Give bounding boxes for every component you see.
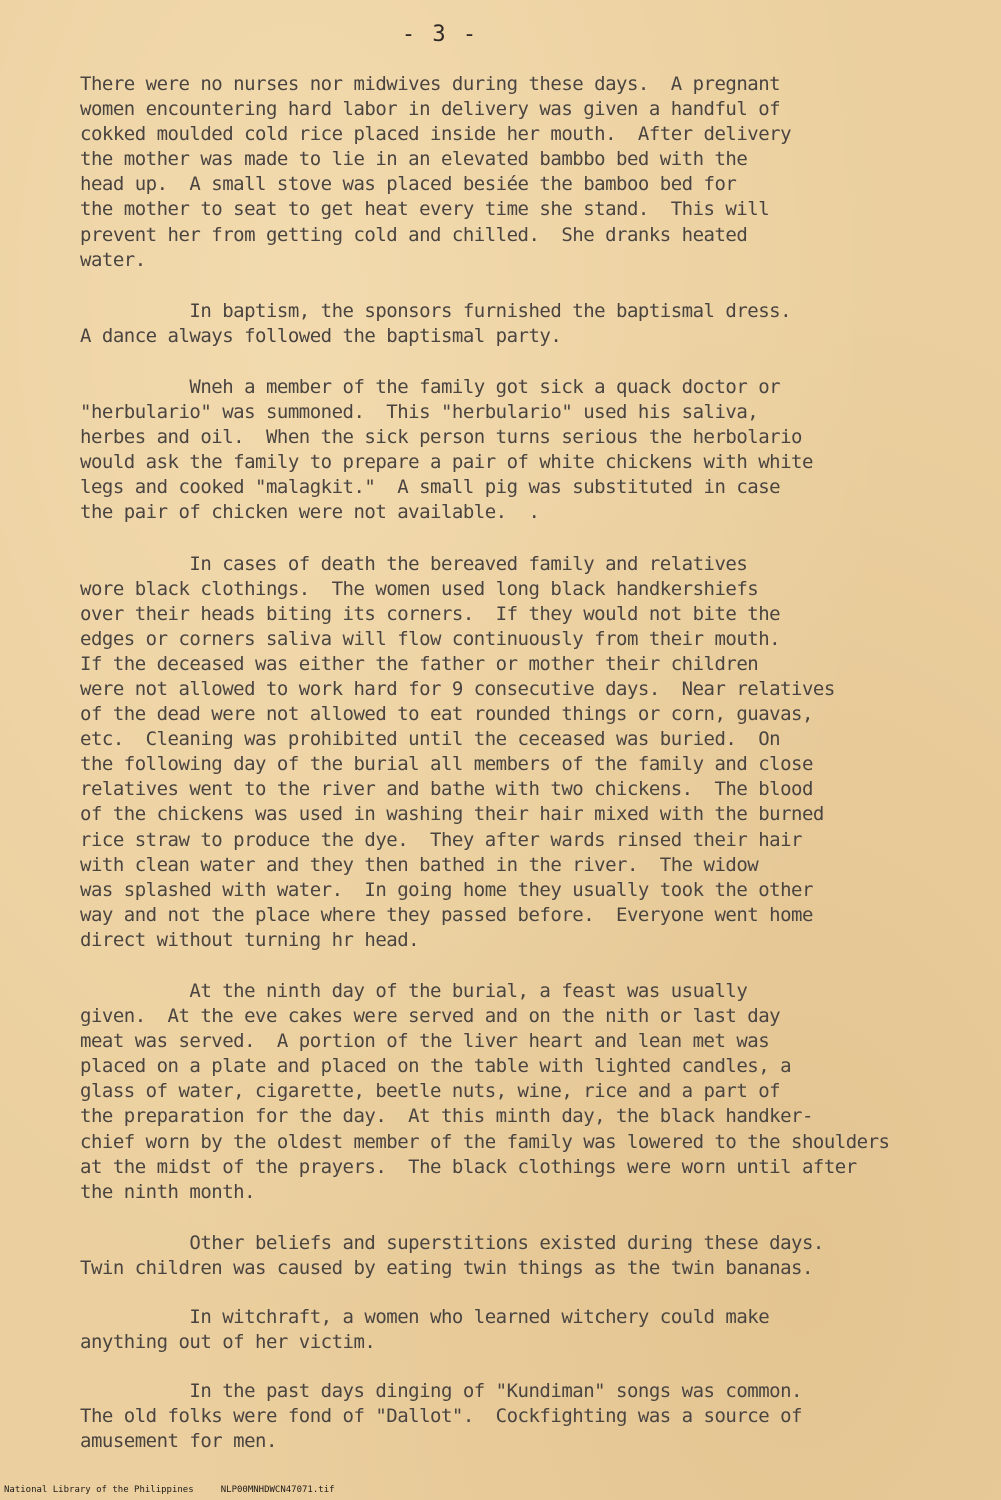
- archive-footer: National Library of the Philippines NLP00MNHDWCN47071.tif: [4, 1485, 335, 1495]
- paragraph-ninth-day: At the ninth day of the burial, a feast was usually given. At the eve cakes were served and on the nith or last day meat was served. A portion of the liver heart and lean met was placed on a plate and placed on the table with lighted candles, a glass of water, cigarette, beetle nuts, wine, rice and a part of the preparation for the day. At this minth day, the black handker- chief worn by the oldest member of the family was lowered to the shoulders at the midst of the prayers. The black clothings were worn until after the ninth month.: [80, 980, 890, 1203]
- paragraph-childbirth: There were no nurses nor midwives during these days. A pregnant women encountering hard labor in delivery was given a handful of cokked moulded cold rice placed inside her mouth. After delivery the mother was made to lie in an elevated bambbo bed with the head up. A small stove was placed besiée the bamboo bed for the mother to seat to get heat every time she stand. This will prevent her from getting cold and chilled. She dranks heated water.: [80, 73, 792, 271]
- paragraph-amusements: In the past days dinging of "Kundiman" songs was common. The old folks were fond of "Dallot". Cockfighting was a source of amusement for men.: [80, 1380, 802, 1453]
- paragraph-sickness: Wneh a member of the family got sick a quack doctor or "herbulario" was summoned. This "herbulario" used his saliva, herbes and oil. When the sick person turns serious the herbolario would ask the family to prepare a pair of white chickens with white legs and cooked "malagkit." A small pig was substituted in case the pair of chicken were not available. .: [80, 375, 813, 524]
- paragraph-witchcraft: In witchraft, a women who learned witchery could make anything out of her victim.: [80, 1306, 770, 1354]
- paragraph-death: In cases of death the bereaved family and relatives wore black clothings. The women used long black handkershiefs over their heads biting its corners. If they would not bite the edges or corners saliva will flow continuously from their mouth. If the deceased was either the father or mother their children were not allowed to work hard for 9 consecutive days. Near relatives of the dead were not allowed to eat rounded things or corn, guavas, etc. Cleaning was prohibited until the ceceased was buried. On the following day of the burial all members of the family and close relatives went to the river and bathe with two chickens. The blood of the chickens was used in washing their hair mixed with the burned rice straw to produce the dye. They after wards rinsed their hair with clean water and they then bathed in the river. The widow was splashed with water. In going home they usually took the other way and not the place where they passed before. Everyone went home direct without turning hr head.: [80, 552, 835, 951]
- paragraph-baptism: In baptism, the sponsors furnished the baptismal dress. A dance always followed the baptismal party.: [80, 299, 792, 347]
- document-body: [80, 72, 995, 1455]
- paragraph-beliefs: Other beliefs and superstitions existed during these days. Twin children was caused by eating twin things as the twin bananas.: [80, 1231, 824, 1279]
- page-number: - 3 -: [401, 22, 479, 47]
